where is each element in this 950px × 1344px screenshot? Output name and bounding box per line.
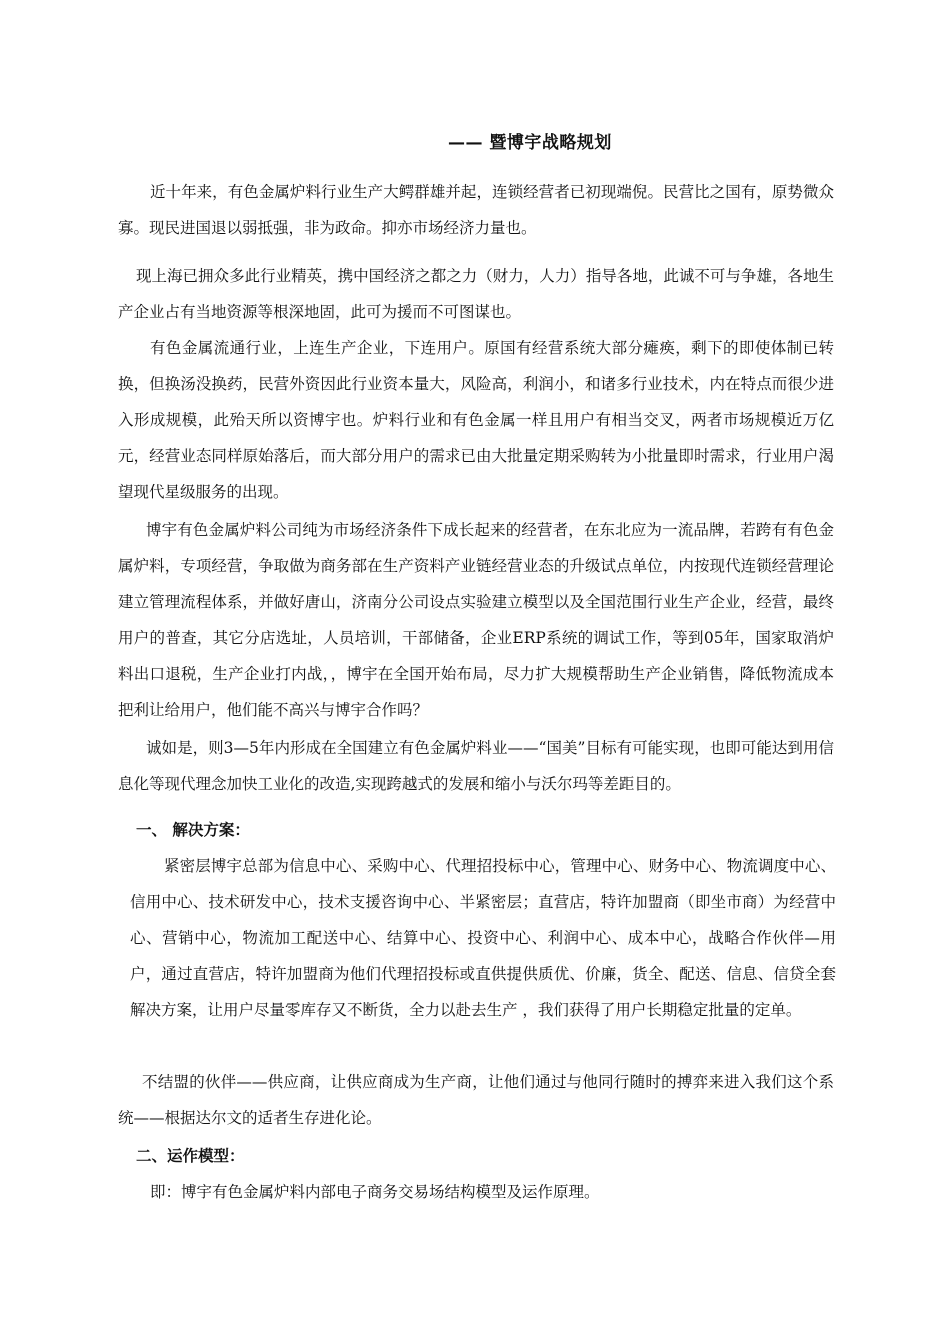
paragraph-solution: 紧密层博宇总部为信息中心、采购中心、代理招投标中心，管理中心、财务中心、物流调度中心、信用中心、技术研发中心，技术支援咨询中心、半紧密层；直营店，特许加盟商（即坐市商）为经营中心、营销中心，物流加工配送中心、结算中心、投资中心、利润中心、成本中心，战略合作伙伴—用户，通过直营店，特许加盟商为他们代理招投标或直供提供质优、价廉，货全、配送、信息、信贷全套解决方案，让用户尽量零库存又不断货，全力以赴去生产 ，我们获得了用户长期稳定批量的定单。 — [130, 857, 836, 1019]
paragraph-industry: 有色金属流通行业，上连生产企业，下连用户。原国有经营系统大部分瘫痪，剩下的即使体制已转换，但换汤没换药，民营外资因此行业资本量大，风险高，利润小，和诸多行业技术，内在特点而很少进入形成规模，此殆天所以资博宇也。炉料行业和有色金属一样且用户有相当交叉，两者市场规模近万亿元，经营业态同样原始落后，而大部分用户的需求已由大批量定期采购转为小批量即时需求，行业用户渴望现代星级服务的出现。 — [118, 339, 834, 501]
paragraph-operation-model: 即：博宇有色金属炉料内部电子商务交易场结构模型及运作原理。 — [150, 1183, 600, 1201]
paragraph-goal: 诚如是，则3—5年内形成在全国建立有色金属炉料业——“国美”目标有可能实现，也即可能达到用信息化等现代理念加快工业化的改造,实现跨越式的发展和缩小与沃尔玛等差距目的。 — [118, 739, 834, 793]
document-subtitle: —— 暨博宇战略规划 — [448, 133, 612, 153]
paragraph-boyu-company: 博宇有色金属炉料公司纯为市场经济条件下成长起来的经营者，在东北应为一流品牌，若跨有有色金属炉料，专项经营，争取做为商务部在生产资料产业链经营业态的升级试点单位，内按现代连锁经营理论建立管理流程体系，并做好唐山，济南分公司设点实验建立模型以及全国范围行业生产企业，经营，最终用户的普查，其它分店选址，人员培训，干部储备，企业ERP系统的调试工作，等到05年，国家取消炉料出口退税，生产企业打内战，，博宇在全国开始布局，尽力扩大规模帮助生产企业销售，降低物流成本把利让给用户，他们能不高兴与博宇合作吗？ — [118, 521, 834, 719]
paragraph-suppliers: 不结盟的伙伴——供应商，让供应商成为生产商，让他们通过与他同行随时的搏弈来进入我们这个系统——根据达尔文的适者生存进化论。 — [118, 1073, 834, 1127]
paragraph-shanghai: 现上海已拥众多此行业精英，携中国经济之都之力（财力，人力）指导各地，此诚不可与争雄，各地生产企业占有当地资源等根深地固，此可为援而不可图谋也。 — [118, 267, 834, 321]
paragraph-intro: 近十年来，有色金属炉料行业生产大鳄群雄并起，连锁经营者已初现端倪。民营比之国有，原势微众寡。现民进国退以弱抵强，非为政命。抑亦市场经济力量也。 — [118, 183, 834, 237]
section-heading-solution: 一、 解决方案： — [136, 821, 250, 839]
section-heading-operation-model: 二、运作模型： — [136, 1147, 245, 1165]
